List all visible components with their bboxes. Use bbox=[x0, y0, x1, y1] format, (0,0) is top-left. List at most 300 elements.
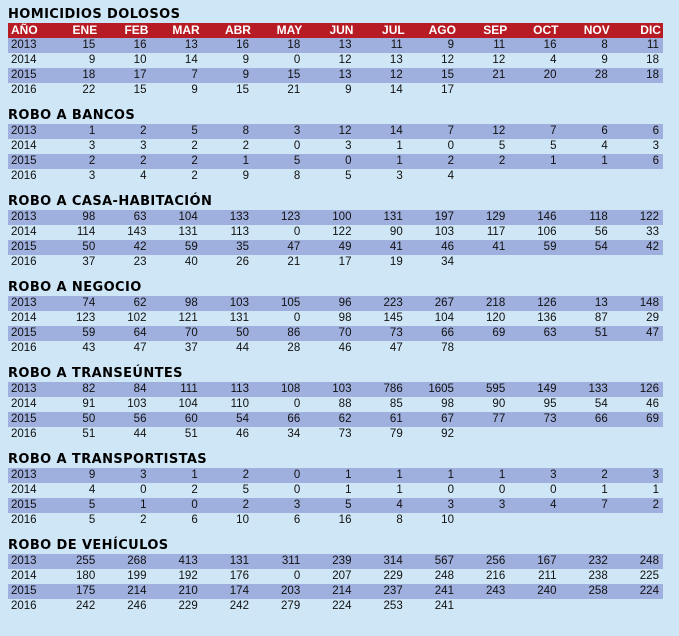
value-cell: 59 bbox=[543, 241, 557, 253]
value-cell: 214 bbox=[332, 585, 352, 597]
value-cell: 5 bbox=[498, 140, 506, 152]
value-cell: 2 bbox=[88, 155, 96, 167]
value-cell: 46 bbox=[236, 428, 249, 440]
value-cell: 98 bbox=[82, 211, 96, 223]
value-cell: 255 bbox=[76, 555, 96, 567]
value-cell: 2 bbox=[601, 469, 608, 481]
month-header: OCT bbox=[533, 23, 559, 37]
table-section bbox=[8, 451, 663, 528]
value-cell: 44 bbox=[236, 342, 249, 354]
value-cell bbox=[509, 83, 560, 98]
value-cell: 102 bbox=[127, 312, 147, 324]
month-header: AGO bbox=[428, 23, 456, 37]
table-row bbox=[8, 382, 663, 397]
month-header: ENE bbox=[72, 23, 98, 37]
value-cell: 239 bbox=[332, 555, 352, 567]
value-cell: 110 bbox=[230, 398, 249, 410]
value-cell: 19 bbox=[389, 256, 403, 268]
value-cell: 108 bbox=[281, 383, 301, 395]
value-cell: 131 bbox=[383, 211, 403, 223]
value-cell: 12 bbox=[492, 54, 506, 66]
value-cell: 69 bbox=[492, 327, 506, 339]
table-row bbox=[8, 225, 663, 240]
value-cell: 51 bbox=[82, 428, 96, 440]
year-cell: 2016 bbox=[11, 256, 37, 268]
value-cell bbox=[612, 427, 663, 442]
value-cell: 256 bbox=[486, 555, 506, 567]
year-cell: 2013 bbox=[11, 39, 37, 51]
table-row bbox=[8, 154, 663, 169]
value-cell: 175 bbox=[76, 585, 96, 597]
value-cell: 50 bbox=[236, 327, 249, 339]
value-cell: 56 bbox=[133, 413, 147, 425]
value-cell: 13 bbox=[184, 39, 198, 51]
value-cell: 51 bbox=[184, 428, 198, 440]
table-row bbox=[8, 255, 663, 270]
table-row bbox=[8, 311, 663, 326]
value-cell: 114 bbox=[76, 226, 96, 238]
year-header: AÑO bbox=[11, 23, 38, 37]
value-cell: 6 bbox=[293, 514, 301, 526]
value-cell: 216 bbox=[486, 570, 506, 582]
value-cell: 2 bbox=[242, 499, 249, 511]
value-cell: 1 bbox=[396, 484, 403, 496]
value-cell: 13 bbox=[389, 54, 403, 66]
value-cell: 18 bbox=[82, 69, 96, 81]
month-header: SEP bbox=[483, 23, 508, 37]
value-cell: 9 bbox=[191, 84, 198, 96]
value-cell: 17 bbox=[133, 69, 147, 81]
value-cell: 1 bbox=[447, 469, 454, 481]
value-cell: 180 bbox=[76, 570, 96, 582]
value-cell: 79 bbox=[389, 428, 403, 440]
value-cell: 2 bbox=[191, 484, 198, 496]
year-cell: 2014 bbox=[11, 398, 37, 410]
value-cell: 1 bbox=[191, 469, 198, 481]
table-row bbox=[8, 68, 663, 83]
value-cell: 1 bbox=[345, 484, 352, 496]
value-cell: 246 bbox=[127, 600, 147, 612]
value-cell: 176 bbox=[229, 570, 249, 582]
value-cell: 3 bbox=[88, 140, 96, 152]
value-cell: 413 bbox=[178, 555, 198, 567]
year-cell: 2016 bbox=[11, 514, 37, 526]
value-cell: 0 bbox=[293, 484, 301, 496]
value-cell: 104 bbox=[434, 312, 454, 324]
value-cell: 47 bbox=[389, 342, 403, 354]
header-row bbox=[8, 23, 663, 38]
year-cell: 2016 bbox=[11, 600, 37, 612]
value-cell: 3 bbox=[293, 499, 301, 511]
value-cell: 148 bbox=[639, 297, 659, 309]
value-cell: 34 bbox=[287, 428, 301, 440]
month-header: ABR bbox=[224, 23, 251, 37]
value-cell: 74 bbox=[82, 297, 96, 309]
value-cell: 103 bbox=[127, 398, 147, 410]
value-cell: 35 bbox=[236, 241, 249, 253]
value-cell: 42 bbox=[646, 241, 659, 253]
value-cell: 85 bbox=[389, 398, 403, 410]
value-cell: 0 bbox=[293, 312, 301, 324]
value-cell: 225 bbox=[639, 570, 659, 582]
year-cell: 2014 bbox=[11, 570, 37, 582]
value-cell bbox=[612, 169, 663, 184]
table-row bbox=[8, 569, 663, 584]
value-cell: 88 bbox=[338, 398, 352, 410]
value-cell: 2 bbox=[242, 469, 249, 481]
value-cell: 4 bbox=[140, 170, 147, 182]
value-cell: 131 bbox=[229, 312, 249, 324]
value-cell: 12 bbox=[389, 69, 403, 81]
value-cell: 64 bbox=[133, 327, 147, 339]
value-cell: 9 bbox=[345, 84, 352, 96]
year-cell: 2014 bbox=[11, 140, 37, 152]
value-cell: 95 bbox=[543, 398, 557, 410]
section-title: ROBO DE VEHÍCULOS bbox=[8, 538, 169, 553]
value-cell: 13 bbox=[338, 39, 352, 51]
table-row bbox=[8, 139, 663, 154]
value-cell bbox=[458, 599, 509, 614]
value-cell: 60 bbox=[184, 413, 198, 425]
value-cell bbox=[612, 513, 663, 528]
value-cell: 8 bbox=[601, 39, 608, 51]
value-cell: 50 bbox=[82, 413, 96, 425]
year-cell: 2016 bbox=[11, 342, 37, 354]
value-cell: 0 bbox=[293, 226, 301, 238]
value-cell: 16 bbox=[338, 514, 352, 526]
value-cell: 267 bbox=[434, 297, 454, 309]
value-cell: 2 bbox=[242, 140, 249, 152]
value-cell: 9 bbox=[242, 54, 249, 66]
value-cell: 123 bbox=[281, 211, 301, 223]
year-cell: 2014 bbox=[11, 484, 37, 496]
year-cell: 2016 bbox=[11, 428, 37, 440]
value-cell bbox=[509, 169, 560, 184]
month-header: NOV bbox=[583, 23, 610, 37]
value-cell: 237 bbox=[383, 585, 403, 597]
value-cell: 21 bbox=[287, 256, 301, 268]
value-cell: 224 bbox=[639, 585, 659, 597]
value-cell: 14 bbox=[389, 84, 403, 96]
table-row bbox=[8, 83, 663, 98]
table-row bbox=[8, 38, 663, 53]
value-cell: 84 bbox=[133, 383, 147, 395]
value-cell: 4 bbox=[550, 54, 557, 66]
value-cell: 0 bbox=[293, 140, 301, 152]
value-cell: 118 bbox=[589, 211, 608, 223]
value-cell: 1 bbox=[88, 125, 96, 137]
table-row bbox=[8, 483, 663, 498]
value-cell: 33 bbox=[646, 226, 659, 238]
month-header: MAR bbox=[172, 23, 200, 37]
value-cell: 18 bbox=[646, 69, 659, 81]
year-cell: 2013 bbox=[11, 297, 37, 309]
table-section bbox=[8, 537, 663, 614]
value-cell: 70 bbox=[338, 327, 352, 339]
value-cell: 123 bbox=[76, 312, 96, 324]
table-row bbox=[8, 468, 663, 483]
value-cell: 87 bbox=[594, 312, 608, 324]
value-cell: 61 bbox=[389, 413, 403, 425]
value-cell: 63 bbox=[133, 211, 147, 223]
value-cell: 7 bbox=[550, 125, 557, 137]
value-cell bbox=[560, 255, 611, 270]
month-header: JUN bbox=[329, 23, 354, 37]
value-cell: 131 bbox=[229, 555, 249, 567]
value-cell: 22 bbox=[82, 84, 96, 96]
value-cell: 1605 bbox=[428, 383, 454, 395]
value-cell: 3 bbox=[293, 125, 301, 137]
value-cell: 28 bbox=[287, 342, 301, 354]
value-cell bbox=[560, 599, 611, 614]
value-cell: 2 bbox=[140, 125, 147, 137]
value-cell: 4 bbox=[447, 170, 454, 182]
value-cell: 41 bbox=[492, 241, 506, 253]
value-cell: 47 bbox=[646, 327, 659, 339]
value-cell: 92 bbox=[441, 428, 454, 440]
value-cell: 1 bbox=[396, 155, 403, 167]
value-cell: 133 bbox=[229, 211, 249, 223]
value-cell: 12 bbox=[338, 125, 352, 137]
table-row bbox=[8, 513, 663, 528]
value-cell: 199 bbox=[127, 570, 147, 582]
value-cell: 37 bbox=[82, 256, 96, 268]
value-cell: 242 bbox=[229, 600, 249, 612]
table-row bbox=[8, 498, 663, 513]
value-cell: 1 bbox=[550, 155, 557, 167]
value-cell: 203 bbox=[281, 585, 301, 597]
value-cell: 111 bbox=[180, 383, 198, 395]
year-cell: 2015 bbox=[11, 241, 37, 253]
value-cell: 66 bbox=[441, 327, 454, 339]
value-cell: 70 bbox=[184, 327, 198, 339]
value-cell: 11 bbox=[493, 39, 506, 51]
table-row bbox=[8, 427, 663, 442]
value-cell: 0 bbox=[293, 570, 301, 582]
value-cell: 104 bbox=[178, 211, 198, 223]
value-cell: 67 bbox=[441, 413, 454, 425]
value-cell: 11 bbox=[647, 39, 659, 51]
value-cell: 786 bbox=[383, 383, 403, 395]
value-cell: 126 bbox=[537, 297, 557, 309]
year-cell: 2014 bbox=[11, 226, 37, 238]
value-cell: 122 bbox=[639, 211, 659, 223]
value-cell: 82 bbox=[82, 383, 96, 395]
value-cell: 54 bbox=[594, 241, 608, 253]
table-row bbox=[8, 326, 663, 341]
value-cell: 6 bbox=[652, 155, 659, 167]
value-cell: 14 bbox=[389, 125, 403, 137]
value-cell: 34 bbox=[441, 256, 454, 268]
value-cell: 1 bbox=[652, 484, 659, 496]
value-cell bbox=[560, 341, 611, 356]
value-cell: 6 bbox=[652, 125, 659, 137]
value-cell: 232 bbox=[588, 555, 608, 567]
value-cell: 69 bbox=[646, 413, 659, 425]
value-cell: 113 bbox=[230, 226, 249, 238]
value-cell: 238 bbox=[588, 570, 608, 582]
value-cell: 56 bbox=[594, 226, 608, 238]
value-cell: 42 bbox=[133, 241, 147, 253]
value-cell: 314 bbox=[383, 555, 403, 567]
value-cell: 98 bbox=[184, 297, 198, 309]
value-cell: 2 bbox=[447, 155, 454, 167]
value-cell: 136 bbox=[537, 312, 557, 324]
year-cell: 2013 bbox=[11, 469, 37, 481]
value-cell: 4 bbox=[396, 499, 403, 511]
value-cell: 0 bbox=[447, 140, 454, 152]
value-cell: 5 bbox=[88, 499, 96, 511]
value-cell: 243 bbox=[486, 585, 506, 597]
value-cell: 0 bbox=[191, 499, 198, 511]
value-cell: 37 bbox=[184, 342, 198, 354]
value-cell: 23 bbox=[133, 256, 147, 268]
value-cell: 98 bbox=[441, 398, 454, 410]
value-cell: 16 bbox=[236, 39, 249, 51]
value-cell: 174 bbox=[229, 585, 249, 597]
value-cell: 63 bbox=[543, 327, 557, 339]
value-cell: 595 bbox=[486, 383, 506, 395]
value-cell: 240 bbox=[537, 585, 557, 597]
year-cell: 2015 bbox=[11, 499, 37, 511]
year-cell: 2014 bbox=[11, 312, 37, 324]
table-row bbox=[8, 296, 663, 311]
value-cell: 73 bbox=[338, 428, 352, 440]
value-cell bbox=[458, 427, 509, 442]
value-cell: 120 bbox=[486, 312, 506, 324]
value-cell: 2 bbox=[191, 155, 198, 167]
value-cell: 59 bbox=[82, 327, 96, 339]
value-cell: 43 bbox=[82, 342, 96, 354]
table-row bbox=[8, 412, 663, 427]
value-cell: 4 bbox=[550, 499, 557, 511]
value-cell: 197 bbox=[434, 211, 454, 223]
value-cell bbox=[458, 341, 509, 356]
section-title: ROBO A CASA-HABITACIÓN bbox=[8, 194, 213, 209]
value-cell bbox=[509, 513, 560, 528]
table-section bbox=[8, 193, 663, 270]
value-cell: 66 bbox=[594, 413, 608, 425]
value-cell: 5 bbox=[191, 125, 198, 137]
value-cell: 149 bbox=[537, 383, 557, 395]
section-title: HOMICIDIOS DOLOSOS bbox=[8, 7, 181, 22]
value-cell: 12 bbox=[492, 125, 506, 137]
value-cell: 77 bbox=[492, 413, 506, 425]
value-cell: 133 bbox=[588, 383, 608, 395]
value-cell: 258 bbox=[588, 585, 608, 597]
value-cell: 18 bbox=[646, 54, 659, 66]
value-cell: 40 bbox=[184, 256, 198, 268]
value-cell: 90 bbox=[389, 226, 403, 238]
value-cell: 241 bbox=[434, 585, 454, 597]
value-cell: 46 bbox=[338, 342, 352, 354]
value-cell: 229 bbox=[383, 570, 403, 582]
value-cell: 3 bbox=[88, 170, 96, 182]
value-cell: 98 bbox=[338, 312, 352, 324]
value-cell: 7 bbox=[601, 499, 608, 511]
table-row bbox=[8, 584, 663, 599]
value-cell: 9 bbox=[88, 469, 96, 481]
table-section bbox=[8, 6, 663, 98]
value-cell: 29 bbox=[646, 312, 659, 324]
value-cell: 105 bbox=[281, 297, 301, 309]
value-cell: 253 bbox=[383, 600, 403, 612]
value-cell: 2 bbox=[191, 140, 198, 152]
value-cell bbox=[612, 255, 663, 270]
value-cell: 100 bbox=[332, 211, 352, 223]
value-cell: 129 bbox=[486, 211, 506, 223]
value-cell bbox=[612, 599, 663, 614]
value-cell: 1 bbox=[498, 469, 506, 481]
value-cell: 1 bbox=[140, 499, 147, 511]
value-cell: 50 bbox=[82, 241, 96, 253]
value-cell: 8 bbox=[293, 170, 301, 182]
year-cell: 2016 bbox=[11, 170, 37, 182]
value-cell: 73 bbox=[389, 327, 403, 339]
month-header: DIC bbox=[640, 23, 661, 37]
value-cell: 0 bbox=[447, 484, 454, 496]
value-cell: 3 bbox=[550, 469, 557, 481]
value-cell: 9 bbox=[447, 39, 454, 51]
value-cell: 21 bbox=[492, 69, 506, 81]
value-cell: 9 bbox=[242, 170, 249, 182]
value-cell: 26 bbox=[236, 256, 249, 268]
year-cell: 2015 bbox=[11, 69, 37, 81]
value-cell: 3 bbox=[498, 499, 506, 511]
value-cell: 0 bbox=[498, 484, 506, 496]
value-cell: 13 bbox=[338, 69, 352, 81]
value-cell: 1 bbox=[601, 155, 608, 167]
table-section bbox=[8, 365, 663, 442]
value-cell: 145 bbox=[383, 312, 403, 324]
value-cell: 131 bbox=[178, 226, 198, 238]
value-cell: 14 bbox=[184, 54, 198, 66]
table-section bbox=[8, 107, 663, 184]
value-cell: 3 bbox=[652, 140, 659, 152]
value-cell bbox=[509, 427, 560, 442]
value-cell: 1 bbox=[345, 469, 352, 481]
value-cell: 6 bbox=[601, 125, 608, 137]
value-cell: 17 bbox=[338, 256, 352, 268]
value-cell: 9 bbox=[601, 54, 608, 66]
value-cell: 224 bbox=[332, 600, 352, 612]
value-cell: 229 bbox=[178, 600, 198, 612]
value-cell: 0 bbox=[140, 484, 147, 496]
value-cell: 3 bbox=[140, 140, 147, 152]
value-cell bbox=[509, 599, 560, 614]
value-cell: 47 bbox=[287, 241, 301, 253]
value-cell bbox=[458, 169, 509, 184]
value-cell bbox=[560, 83, 611, 98]
table-row bbox=[8, 554, 663, 569]
value-cell bbox=[509, 341, 560, 356]
value-cell: 2 bbox=[140, 514, 147, 526]
value-cell: 46 bbox=[646, 398, 659, 410]
table-row bbox=[8, 210, 663, 225]
value-cell: 16 bbox=[543, 39, 557, 51]
value-cell: 2 bbox=[498, 155, 506, 167]
value-cell: 146 bbox=[537, 211, 557, 223]
value-cell: 218 bbox=[486, 297, 506, 309]
value-cell: 2 bbox=[652, 499, 659, 511]
value-cell: 5 bbox=[242, 484, 249, 496]
value-cell: 41 bbox=[389, 241, 403, 253]
month-header: FEB bbox=[124, 23, 149, 37]
value-cell bbox=[458, 255, 509, 270]
value-cell: 3 bbox=[140, 469, 147, 481]
value-cell: 223 bbox=[383, 297, 403, 309]
value-cell: 5 bbox=[345, 170, 352, 182]
